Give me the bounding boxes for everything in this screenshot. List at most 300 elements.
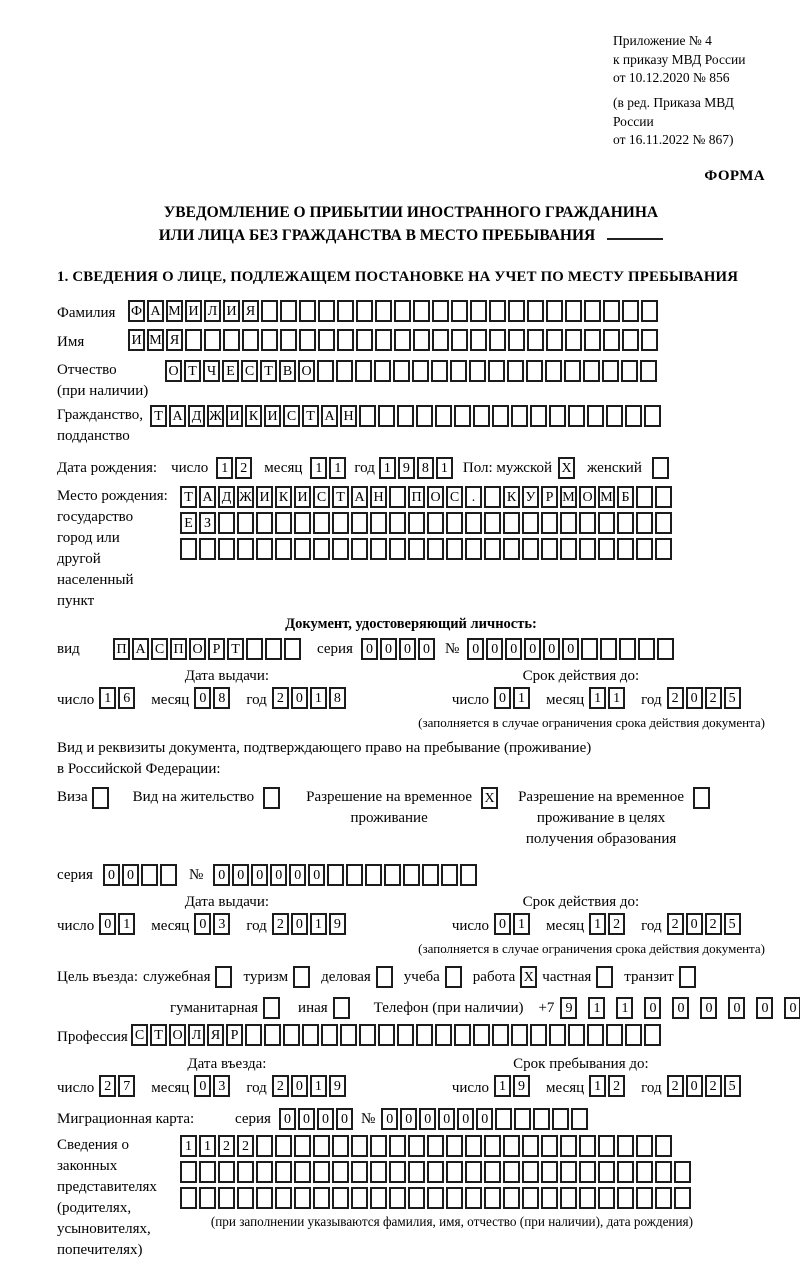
char-cell[interactable]	[199, 1187, 216, 1209]
char-cell[interactable]	[294, 512, 311, 534]
char-cell[interactable]: Д	[218, 486, 235, 508]
char-cell[interactable]	[644, 1024, 661, 1046]
char-cell[interactable]	[489, 329, 506, 351]
char-cell[interactable]	[446, 538, 463, 560]
char-cell[interactable]	[541, 1135, 558, 1157]
char-cell[interactable]: 0	[361, 638, 378, 660]
char-cell[interactable]	[397, 1024, 414, 1046]
char-cell[interactable]: И	[256, 486, 273, 508]
char-cell[interactable]	[340, 1024, 357, 1046]
char-cell[interactable]	[503, 1161, 520, 1183]
char-cell[interactable]	[598, 1135, 615, 1157]
char-cell[interactable]: Ж	[207, 405, 224, 427]
char-cell[interactable]: 9	[329, 913, 346, 935]
char-cell[interactable]	[370, 1161, 387, 1183]
char-cell[interactable]	[180, 1161, 197, 1183]
char-cell[interactable]: 0	[524, 638, 541, 660]
char-cell[interactable]	[508, 300, 525, 322]
char-cell[interactable]: 2	[218, 1135, 235, 1157]
char-cell[interactable]: О	[427, 486, 444, 508]
char-cell[interactable]: 0	[317, 1108, 334, 1130]
char-cell[interactable]: 8	[417, 457, 434, 479]
char-cell[interactable]: А	[147, 300, 164, 322]
char-cell[interactable]: 1	[199, 1135, 216, 1157]
char-cell[interactable]	[492, 1024, 509, 1046]
char-cell[interactable]	[237, 512, 254, 534]
char-cell[interactable]: С	[283, 405, 300, 427]
char-cell[interactable]	[446, 512, 463, 534]
char-cell[interactable]	[533, 1108, 550, 1130]
char-cell[interactable]: К	[503, 486, 520, 508]
char-cell[interactable]	[394, 329, 411, 351]
char-cell[interactable]	[356, 329, 373, 351]
char-cell[interactable]: 6	[118, 687, 135, 709]
char-cell[interactable]: 0	[728, 997, 745, 1019]
char-cell[interactable]: 0	[672, 997, 689, 1019]
char-cell[interactable]	[460, 864, 477, 886]
char-cell[interactable]: И	[223, 300, 240, 322]
char-cell[interactable]	[408, 1161, 425, 1183]
char-cell[interactable]	[397, 405, 414, 427]
char-cell[interactable]	[337, 329, 354, 351]
char-cell[interactable]	[237, 1187, 254, 1209]
char-cell[interactable]	[408, 512, 425, 534]
char-cell[interactable]: 0	[644, 997, 661, 1019]
char-cell[interactable]	[327, 864, 344, 886]
char-cell[interactable]	[204, 329, 221, 351]
char-cell[interactable]: 2	[272, 913, 289, 935]
char-cell[interactable]	[284, 638, 301, 660]
char-cell[interactable]	[394, 300, 411, 322]
char-cell[interactable]	[416, 405, 433, 427]
char-cell[interactable]	[617, 1187, 634, 1209]
char-cell[interactable]	[579, 1187, 596, 1209]
char-cell[interactable]	[450, 360, 467, 382]
char-cell[interactable]	[530, 405, 547, 427]
char-cell[interactable]	[579, 538, 596, 560]
char-cell[interactable]	[655, 1161, 672, 1183]
char-cell[interactable]	[427, 1187, 444, 1209]
char-cell[interactable]: Н	[370, 486, 387, 508]
char-cell[interactable]: 0	[308, 864, 325, 886]
char-cell[interactable]	[389, 1187, 406, 1209]
char-cell[interactable]	[370, 1187, 387, 1209]
char-cell[interactable]: 2	[237, 1135, 254, 1157]
char-cell[interactable]	[374, 360, 391, 382]
char-cell[interactable]	[603, 300, 620, 322]
char-cell[interactable]	[503, 512, 520, 534]
char-cell[interactable]	[622, 329, 639, 351]
char-cell[interactable]	[527, 329, 544, 351]
char-cell[interactable]: 5	[724, 687, 741, 709]
char-cell[interactable]	[294, 1187, 311, 1209]
char-cell[interactable]: 0	[251, 864, 268, 886]
char-cell[interactable]: 1	[379, 457, 396, 479]
char-cell[interactable]: 2	[667, 1075, 684, 1097]
char-cell[interactable]	[264, 1024, 281, 1046]
char-cell[interactable]	[256, 538, 273, 560]
char-cell[interactable]: 0	[686, 687, 703, 709]
char-cell[interactable]	[351, 512, 368, 534]
char-cell[interactable]	[356, 300, 373, 322]
char-cell[interactable]: 0	[194, 1075, 211, 1097]
char-cell[interactable]: И	[226, 405, 243, 427]
char-cell[interactable]	[640, 360, 657, 382]
char-cell[interactable]	[416, 1024, 433, 1046]
char-cell[interactable]	[622, 300, 639, 322]
char-cell[interactable]: 0	[400, 1108, 417, 1130]
char-cell[interactable]: М	[560, 486, 577, 508]
purpose-other-checkbox[interactable]	[333, 997, 350, 1019]
char-cell[interactable]	[465, 1187, 482, 1209]
char-cell[interactable]	[598, 1187, 615, 1209]
char-cell[interactable]: 9	[560, 997, 577, 1019]
female-checkbox[interactable]	[652, 457, 669, 479]
char-cell[interactable]: О	[169, 1024, 186, 1046]
char-cell[interactable]: 0	[419, 1108, 436, 1130]
char-cell[interactable]	[579, 1135, 596, 1157]
char-cell[interactable]	[432, 329, 449, 351]
char-cell[interactable]	[408, 538, 425, 560]
char-cell[interactable]	[541, 512, 558, 534]
char-cell[interactable]	[583, 360, 600, 382]
char-cell[interactable]	[564, 360, 581, 382]
char-cell[interactable]: 0	[457, 1108, 474, 1130]
char-cell[interactable]	[511, 405, 528, 427]
purpose-tourism-checkbox[interactable]	[293, 966, 310, 988]
char-cell[interactable]	[318, 300, 335, 322]
char-cell[interactable]: 0	[399, 638, 416, 660]
char-cell[interactable]	[484, 486, 501, 508]
char-cell[interactable]	[465, 512, 482, 534]
char-cell[interactable]	[302, 1024, 319, 1046]
char-cell[interactable]: 0	[289, 864, 306, 886]
char-cell[interactable]: 9	[398, 457, 415, 479]
char-cell[interactable]	[511, 1024, 528, 1046]
char-cell[interactable]: 9	[329, 1075, 346, 1097]
char-cell[interactable]	[617, 1161, 634, 1183]
char-cell[interactable]	[332, 1187, 349, 1209]
char-cell[interactable]: В	[279, 360, 296, 382]
char-cell[interactable]	[541, 538, 558, 560]
char-cell[interactable]	[636, 1187, 653, 1209]
char-cell[interactable]	[621, 360, 638, 382]
char-cell[interactable]	[560, 1135, 577, 1157]
char-cell[interactable]: 0	[562, 638, 579, 660]
char-cell[interactable]	[435, 1024, 452, 1046]
char-cell[interactable]: К	[275, 486, 292, 508]
char-cell[interactable]: М	[166, 300, 183, 322]
char-cell[interactable]: 1	[310, 687, 327, 709]
char-cell[interactable]	[545, 360, 562, 382]
char-cell[interactable]	[606, 405, 623, 427]
purpose-work-checkbox[interactable]: X	[520, 966, 537, 988]
char-cell[interactable]: А	[132, 638, 149, 660]
char-cell[interactable]	[600, 638, 617, 660]
char-cell[interactable]: 1	[180, 1135, 197, 1157]
char-cell[interactable]	[431, 360, 448, 382]
char-cell[interactable]	[568, 405, 585, 427]
char-cell[interactable]	[336, 360, 353, 382]
char-cell[interactable]	[587, 1024, 604, 1046]
char-cell[interactable]	[384, 864, 401, 886]
char-cell[interactable]: 2	[608, 913, 625, 935]
char-cell[interactable]	[408, 1187, 425, 1209]
char-cell[interactable]	[180, 538, 197, 560]
char-cell[interactable]	[598, 538, 615, 560]
char-cell[interactable]	[389, 1161, 406, 1183]
purpose-transit-checkbox[interactable]	[679, 966, 696, 988]
char-cell[interactable]	[454, 405, 471, 427]
char-cell[interactable]	[294, 1161, 311, 1183]
char-cell[interactable]: И	[128, 329, 145, 351]
char-cell[interactable]: З	[199, 512, 216, 534]
char-cell[interactable]	[294, 538, 311, 560]
char-cell[interactable]: Р	[208, 638, 225, 660]
char-cell[interactable]: 2	[705, 913, 722, 935]
char-cell[interactable]	[503, 1135, 520, 1157]
char-cell[interactable]	[527, 300, 544, 322]
char-cell[interactable]: 0	[486, 638, 503, 660]
char-cell[interactable]	[568, 1024, 585, 1046]
char-cell[interactable]: 0	[418, 638, 435, 660]
char-cell[interactable]	[180, 1187, 197, 1209]
char-cell[interactable]	[446, 1187, 463, 1209]
char-cell[interactable]	[275, 1161, 292, 1183]
char-cell[interactable]	[522, 1187, 539, 1209]
char-cell[interactable]: 0	[232, 864, 249, 886]
char-cell[interactable]	[275, 1135, 292, 1157]
char-cell[interactable]: 0	[686, 1075, 703, 1097]
char-cell[interactable]	[617, 512, 634, 534]
char-cell[interactable]	[413, 329, 430, 351]
char-cell[interactable]	[465, 538, 482, 560]
char-cell[interactable]	[321, 1024, 338, 1046]
char-cell[interactable]	[261, 300, 278, 322]
char-cell[interactable]	[199, 1161, 216, 1183]
char-cell[interactable]: 0	[438, 1108, 455, 1130]
char-cell[interactable]	[317, 360, 334, 382]
char-cell[interactable]: 1	[513, 913, 530, 935]
char-cell[interactable]	[389, 486, 406, 508]
char-cell[interactable]: Р	[226, 1024, 243, 1046]
char-cell[interactable]: 0	[381, 1108, 398, 1130]
char-cell[interactable]	[280, 329, 297, 351]
char-cell[interactable]: 0	[380, 638, 397, 660]
char-cell[interactable]: 0	[494, 913, 511, 935]
char-cell[interactable]: С	[131, 1024, 148, 1046]
char-cell[interactable]: 1	[608, 687, 625, 709]
char-cell[interactable]	[218, 1161, 235, 1183]
char-cell[interactable]	[522, 1161, 539, 1183]
char-cell[interactable]	[465, 1161, 482, 1183]
char-cell[interactable]: 0	[194, 687, 211, 709]
char-cell[interactable]	[617, 1135, 634, 1157]
char-cell[interactable]	[565, 329, 582, 351]
char-cell[interactable]: 0	[194, 913, 211, 935]
char-cell[interactable]	[560, 1187, 577, 1209]
char-cell[interactable]: 8	[329, 687, 346, 709]
char-cell[interactable]	[199, 538, 216, 560]
char-cell[interactable]	[655, 486, 672, 508]
char-cell[interactable]	[546, 329, 563, 351]
char-cell[interactable]	[484, 538, 501, 560]
char-cell[interactable]: 1	[310, 913, 327, 935]
char-cell[interactable]	[389, 1135, 406, 1157]
char-cell[interactable]	[265, 638, 282, 660]
char-cell[interactable]: 0	[103, 864, 120, 886]
char-cell[interactable]	[359, 1024, 376, 1046]
char-cell[interactable]	[636, 1161, 653, 1183]
char-cell[interactable]: С	[241, 360, 258, 382]
char-cell[interactable]	[185, 329, 202, 351]
char-cell[interactable]	[332, 512, 349, 534]
char-cell[interactable]: 2	[667, 913, 684, 935]
char-cell[interactable]	[495, 1108, 512, 1130]
char-cell[interactable]	[160, 864, 177, 886]
char-cell[interactable]: И	[264, 405, 281, 427]
char-cell[interactable]	[602, 360, 619, 382]
char-cell[interactable]: 3	[213, 1075, 230, 1097]
char-cell[interactable]: 7	[118, 1075, 135, 1097]
char-cell[interactable]	[393, 360, 410, 382]
char-cell[interactable]	[606, 1024, 623, 1046]
char-cell[interactable]: Р	[541, 486, 558, 508]
char-cell[interactable]: 0	[756, 997, 773, 1019]
char-cell[interactable]	[413, 300, 430, 322]
char-cell[interactable]	[657, 638, 674, 660]
char-cell[interactable]: С	[446, 486, 463, 508]
char-cell[interactable]: А	[199, 486, 216, 508]
char-cell[interactable]: О	[579, 486, 596, 508]
char-cell[interactable]	[636, 538, 653, 560]
char-cell[interactable]	[508, 329, 525, 351]
male-checkbox[interactable]: X	[558, 457, 575, 479]
char-cell[interactable]	[318, 329, 335, 351]
char-cell[interactable]	[549, 405, 566, 427]
char-cell[interactable]	[389, 512, 406, 534]
char-cell[interactable]	[332, 1135, 349, 1157]
char-cell[interactable]	[375, 300, 392, 322]
char-cell[interactable]: 0	[291, 1075, 308, 1097]
char-cell[interactable]: 0	[291, 913, 308, 935]
char-cell[interactable]: 5	[724, 913, 741, 935]
char-cell[interactable]: 0	[213, 864, 230, 886]
char-cell[interactable]: М	[147, 329, 164, 351]
char-cell[interactable]	[489, 300, 506, 322]
char-cell[interactable]	[359, 405, 376, 427]
purpose-business-checkbox[interactable]	[376, 966, 393, 988]
char-cell[interactable]: 0	[784, 997, 800, 1019]
char-cell[interactable]: О	[189, 638, 206, 660]
char-cell[interactable]	[375, 329, 392, 351]
char-cell[interactable]: С	[151, 638, 168, 660]
char-cell[interactable]: 2	[705, 687, 722, 709]
char-cell[interactable]	[473, 1024, 490, 1046]
char-cell[interactable]: 9	[513, 1075, 530, 1097]
char-cell[interactable]: 1	[589, 913, 606, 935]
char-cell[interactable]: Е	[180, 512, 197, 534]
char-cell[interactable]: 1	[118, 913, 135, 935]
char-cell[interactable]: Т	[150, 405, 167, 427]
char-cell[interactable]	[674, 1161, 691, 1183]
purpose-study-checkbox[interactable]	[445, 966, 462, 988]
char-cell[interactable]	[218, 538, 235, 560]
char-cell[interactable]: 1	[494, 1075, 511, 1097]
char-cell[interactable]: У	[522, 486, 539, 508]
char-cell[interactable]: Н	[340, 405, 357, 427]
char-cell[interactable]	[275, 538, 292, 560]
char-cell[interactable]	[451, 300, 468, 322]
char-cell[interactable]: 0	[686, 913, 703, 935]
visa-checkbox[interactable]	[92, 787, 109, 809]
char-cell[interactable]: 1	[616, 997, 633, 1019]
char-cell[interactable]	[313, 538, 330, 560]
char-cell[interactable]	[552, 1108, 569, 1130]
char-cell[interactable]	[218, 1187, 235, 1209]
char-cell[interactable]: П	[170, 638, 187, 660]
purpose-humanitarian-checkbox[interactable]	[263, 997, 280, 1019]
char-cell[interactable]: 0	[467, 638, 484, 660]
char-cell[interactable]: О	[165, 360, 182, 382]
char-cell[interactable]	[655, 1135, 672, 1157]
char-cell[interactable]: П	[408, 486, 425, 508]
rvp-checkbox[interactable]: X	[481, 787, 498, 809]
char-cell[interactable]	[546, 300, 563, 322]
char-cell[interactable]: П	[113, 638, 130, 660]
char-cell[interactable]	[313, 1187, 330, 1209]
char-cell[interactable]	[641, 300, 658, 322]
char-cell[interactable]: 5	[724, 1075, 741, 1097]
char-cell[interactable]	[422, 864, 439, 886]
char-cell[interactable]: 8	[213, 687, 230, 709]
char-cell[interactable]	[514, 1108, 531, 1130]
char-cell[interactable]: 0	[336, 1108, 353, 1130]
char-cell[interactable]: 0	[494, 687, 511, 709]
char-cell[interactable]	[522, 512, 539, 534]
char-cell[interactable]: 2	[272, 1075, 289, 1097]
char-cell[interactable]: 3	[213, 913, 230, 935]
char-cell[interactable]	[370, 512, 387, 534]
char-cell[interactable]: 1	[99, 687, 116, 709]
char-cell[interactable]: 1	[588, 997, 605, 1019]
char-cell[interactable]	[644, 405, 661, 427]
rvp-edu-checkbox[interactable]	[693, 787, 710, 809]
char-cell[interactable]	[283, 1024, 300, 1046]
char-cell[interactable]: С	[313, 486, 330, 508]
char-cell[interactable]	[526, 360, 543, 382]
char-cell[interactable]: 1	[589, 687, 606, 709]
char-cell[interactable]: Е	[222, 360, 239, 382]
char-cell[interactable]	[313, 1161, 330, 1183]
char-cell[interactable]	[484, 512, 501, 534]
char-cell[interactable]	[446, 1161, 463, 1183]
char-cell[interactable]	[636, 486, 653, 508]
char-cell[interactable]	[565, 300, 582, 322]
char-cell[interactable]	[408, 1135, 425, 1157]
char-cell[interactable]: Я	[207, 1024, 224, 1046]
char-cell[interactable]	[256, 1161, 273, 1183]
char-cell[interactable]	[469, 360, 486, 382]
char-cell[interactable]	[427, 512, 444, 534]
char-cell[interactable]	[332, 1161, 349, 1183]
char-cell[interactable]	[655, 1187, 672, 1209]
char-cell[interactable]	[378, 1024, 395, 1046]
char-cell[interactable]	[275, 1187, 292, 1209]
char-cell[interactable]	[365, 864, 382, 886]
char-cell[interactable]: Л	[188, 1024, 205, 1046]
char-cell[interactable]	[473, 405, 490, 427]
